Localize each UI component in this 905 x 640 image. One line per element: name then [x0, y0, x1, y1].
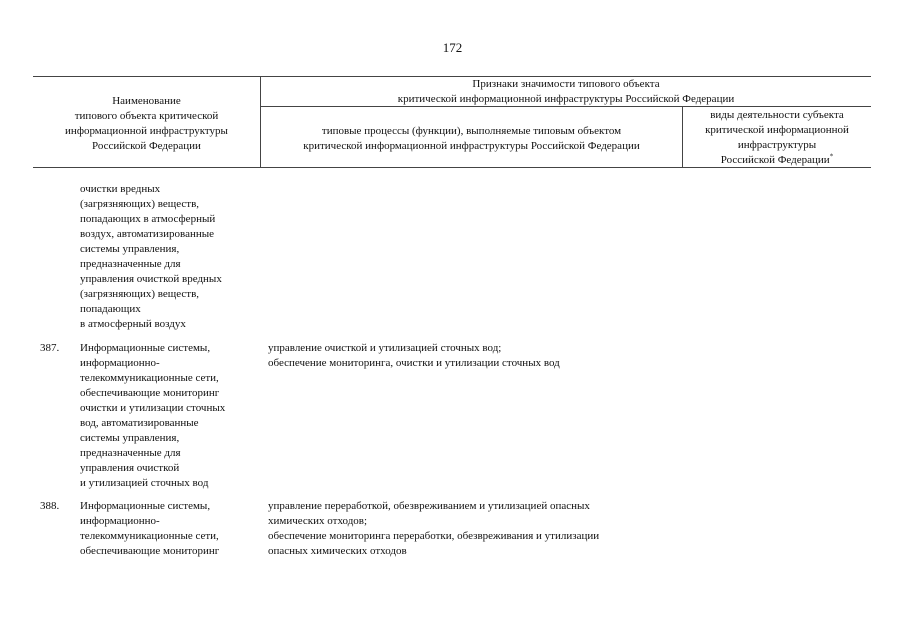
row-processes: управление очисткой и утилизацией сточных вод; обеспечение мониторинга, очистки и утилизации сточных вод	[268, 342, 560, 369]
header-processes: типовые процессы (функции), выполняемые типовым объектом критической информационной инфраструктуры Российской Федерации	[303, 125, 640, 152]
page-number: 172	[442, 40, 463, 55]
row-object-name: очистки вредных (загрязняющих) веществ, попадающих в атмосферный воздух, автоматизированные системы управления, предназначенные для управления очисткой вредных (загрязняющих) веществ, попадающих в атмосферный воздух	[80, 183, 222, 330]
header-activities-text: виды деятельности субъекта критической информационной инфраструктуры Российской Федерации	[705, 109, 849, 166]
row-object-name: Информационные системы, информационно- телекоммуникационные сети, обеспечивающие мониторинг	[80, 500, 220, 557]
row-processes: управление переработкой, обезвреживанием и утилизацией опасных химических отходов; обеспечение мониторинга переработки, обезвреживания и утилизации опасных химических отходов	[268, 500, 600, 557]
row-number: 388.	[40, 500, 60, 512]
header-significance-group: Признаки значимости типового объекта критической информационной инфраструктуры Российской Федерации	[397, 78, 735, 105]
footnote-mark: *	[829, 152, 834, 161]
header-activities	[683, 108, 871, 168]
row-number: 387.	[40, 342, 60, 354]
row-object-name: Информационные системы, информационно- телекоммуникационные сети, обеспечивающие мониторинг очистки и утилизации сточных вод, автоматизированные системы управления, предназначенные для управления очисткой и утилизацией сточных вод	[80, 342, 226, 489]
header-object-name: Наименование типового объекта критической информационной инфраструктуры Российской Федерации	[65, 95, 228, 152]
